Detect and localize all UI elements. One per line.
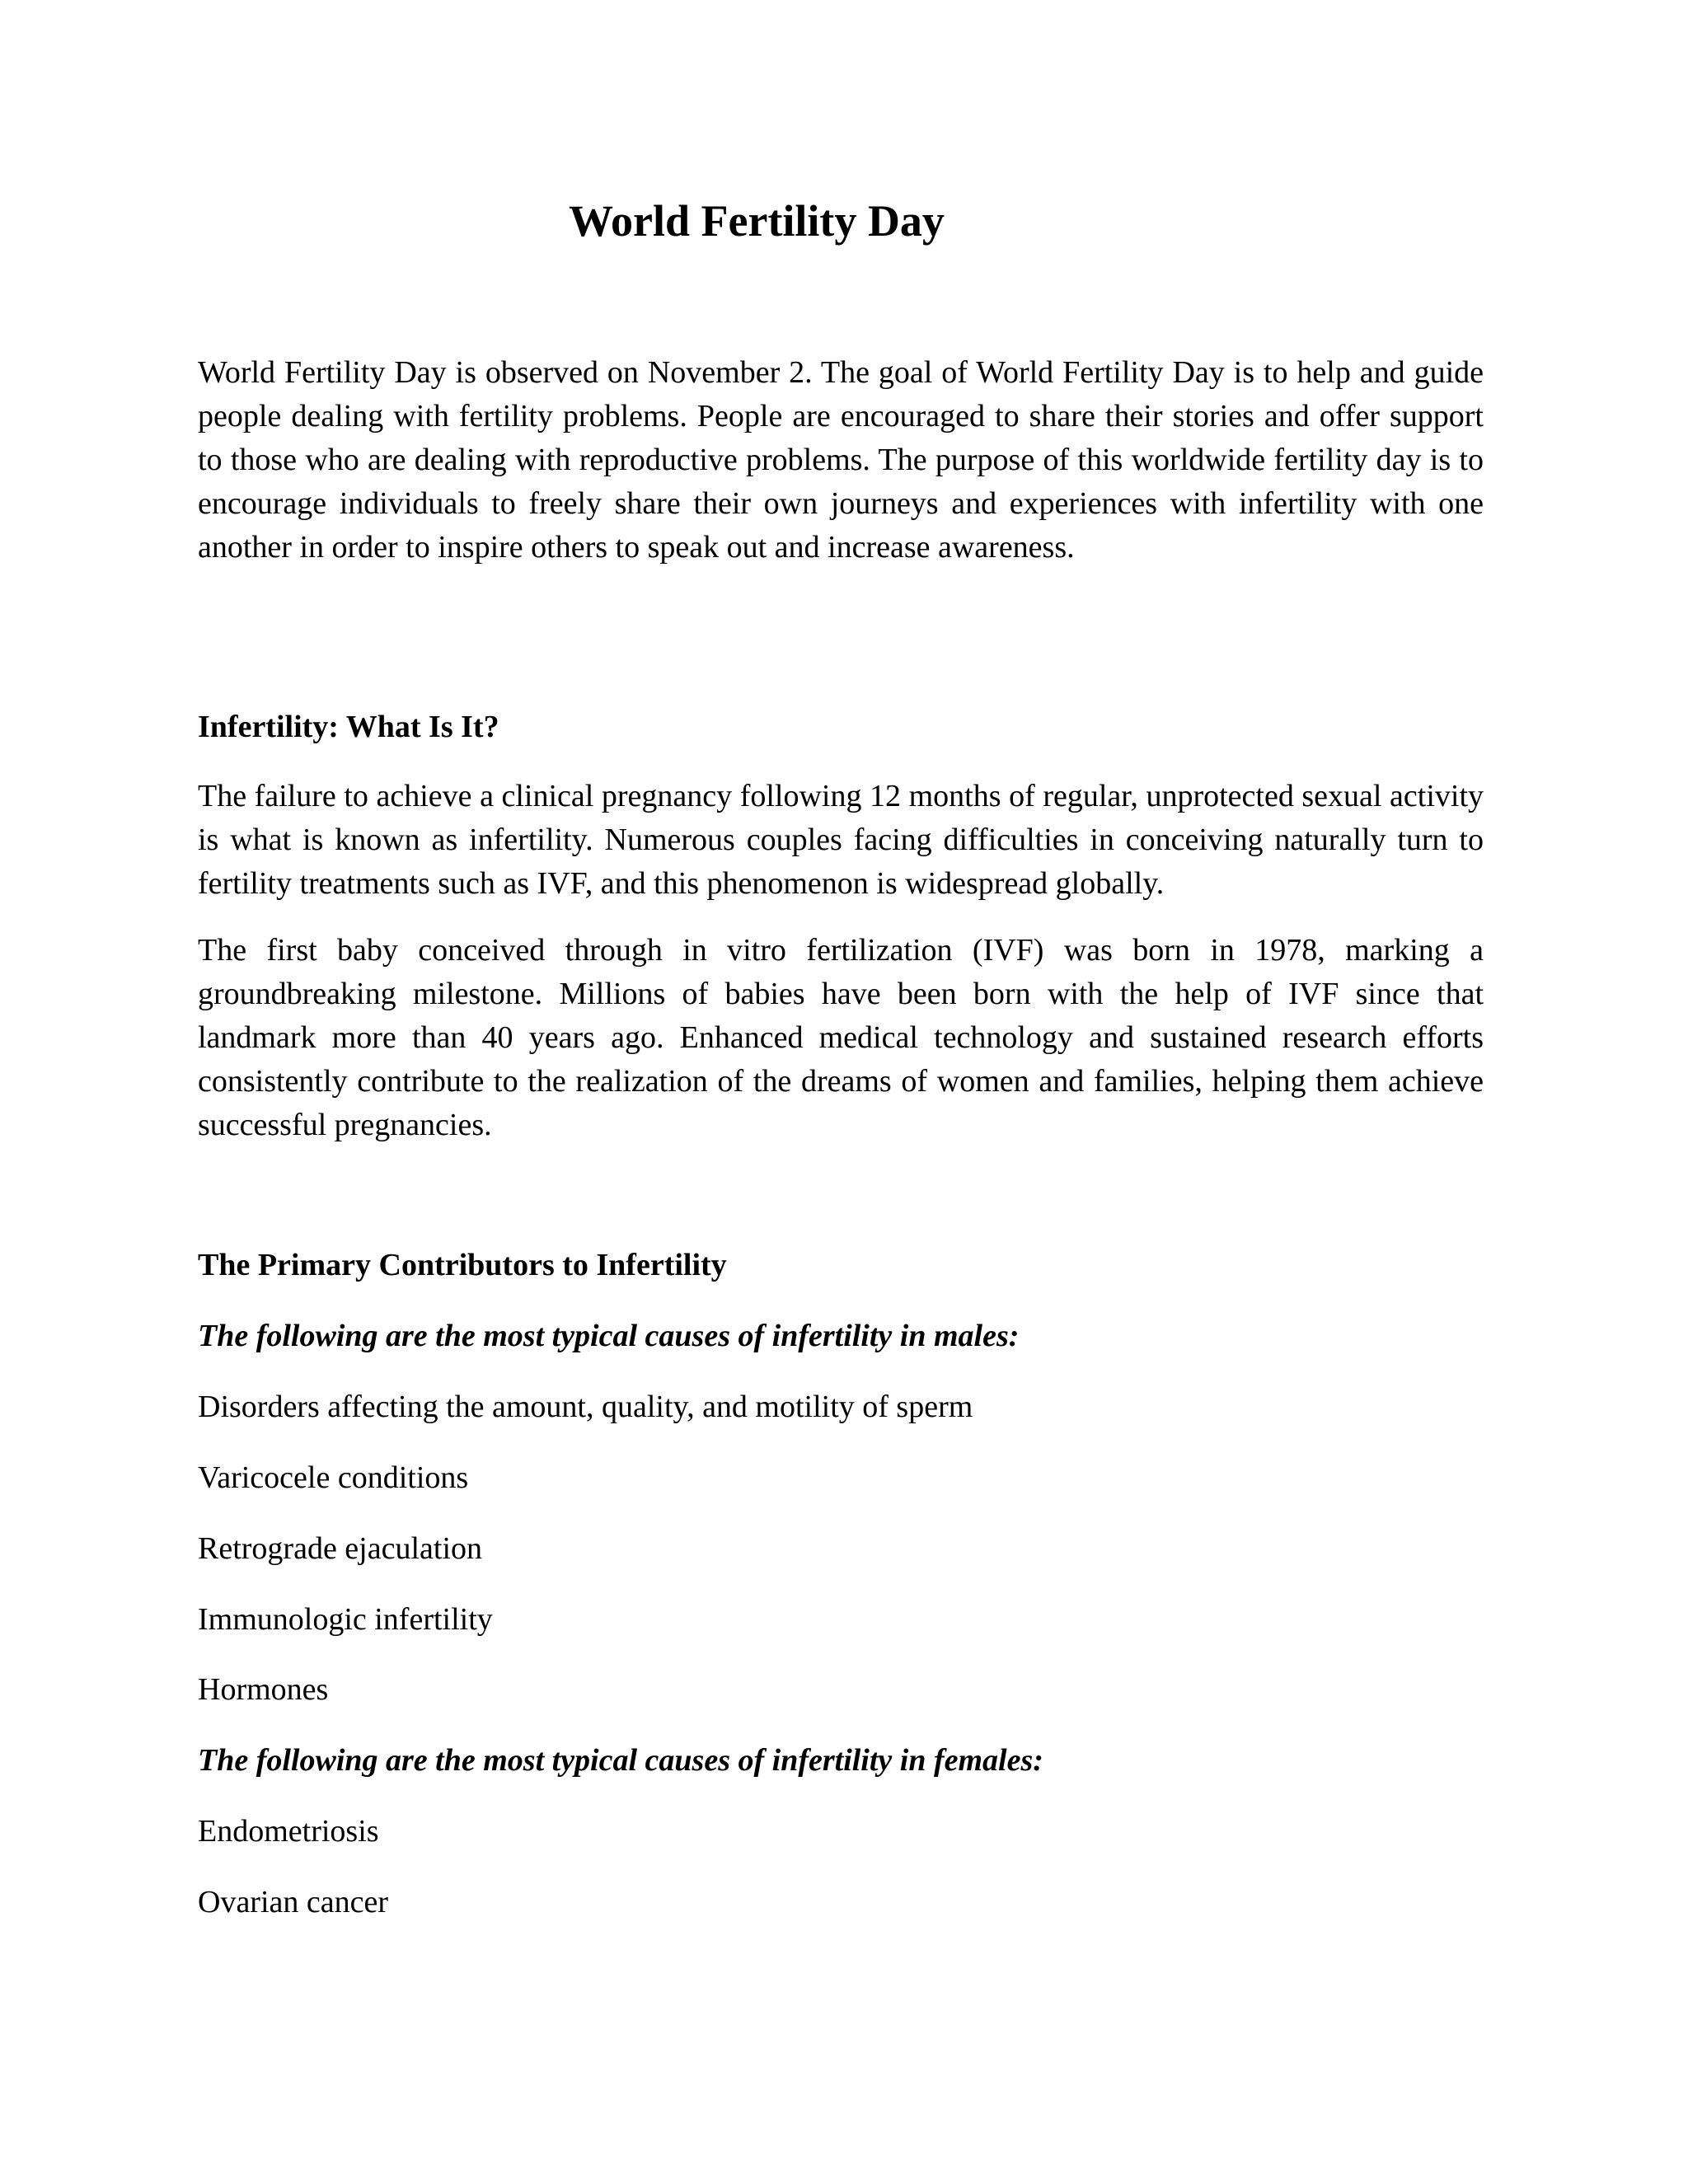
infertility-paragraph-1: The failure to achieve a clinical pregnancy following 12 months of regular, unprotected sexual activity is what is known as infertility. Numerous couples facing difficulties in conceiving naturally turn to fertility treatments such as IVF, and this phenomenon is widespread globally. bbox=[198, 779, 1484, 901]
list-item: Endometriosis bbox=[198, 1814, 379, 1849]
intro-paragraph: World Fertility Day is observed on November 2. The goal of World Fertility Day is to help and guide people dealing with fertility problems. People are encouraged to share their stories and offer support to those who are dealing with reproductive problems. The purpose of this worldwide fertility day is to encourage individuals to freely share their own journeys and experiences with infertility with one another in order to inspire others to speak out and increase awareness. bbox=[198, 355, 1484, 565]
list-item: Immunologic infertility bbox=[198, 1602, 493, 1637]
list-item: Retrograde ejaculation bbox=[198, 1531, 483, 1566]
list-item: Disorders affecting the amount, quality, and motility of sperm bbox=[198, 1390, 973, 1424]
document-title: World Fertility Day bbox=[569, 196, 945, 246]
females-causes-heading: The following are the most typical causes of infertility in females: bbox=[198, 1743, 1043, 1778]
section-heading-contributors: The Primary Contributors to Infertility bbox=[198, 1248, 727, 1282]
section-heading-infertility: Infertility: What Is It? bbox=[198, 710, 499, 744]
infertility-paragraph-2: The first baby conceived through in vitro fertilization (IVF) was born in 1978, marking a groundbreaking milestone. Millions of babies have been born with the help of IVF since that landmark more than 40 years ago. Enhanced medical technology and sustained research efforts consistently contribute to the realization of the dreams of women and families, helping them achieve successful pregnancies. bbox=[198, 933, 1484, 1142]
list-item: Ovarian cancer bbox=[198, 1885, 389, 1919]
males-causes-heading: The following are the most typical causes of infertility in males: bbox=[198, 1319, 1020, 1353]
list-item: Hormones bbox=[198, 1672, 329, 1707]
list-item: Varicocele conditions bbox=[198, 1460, 469, 1495]
